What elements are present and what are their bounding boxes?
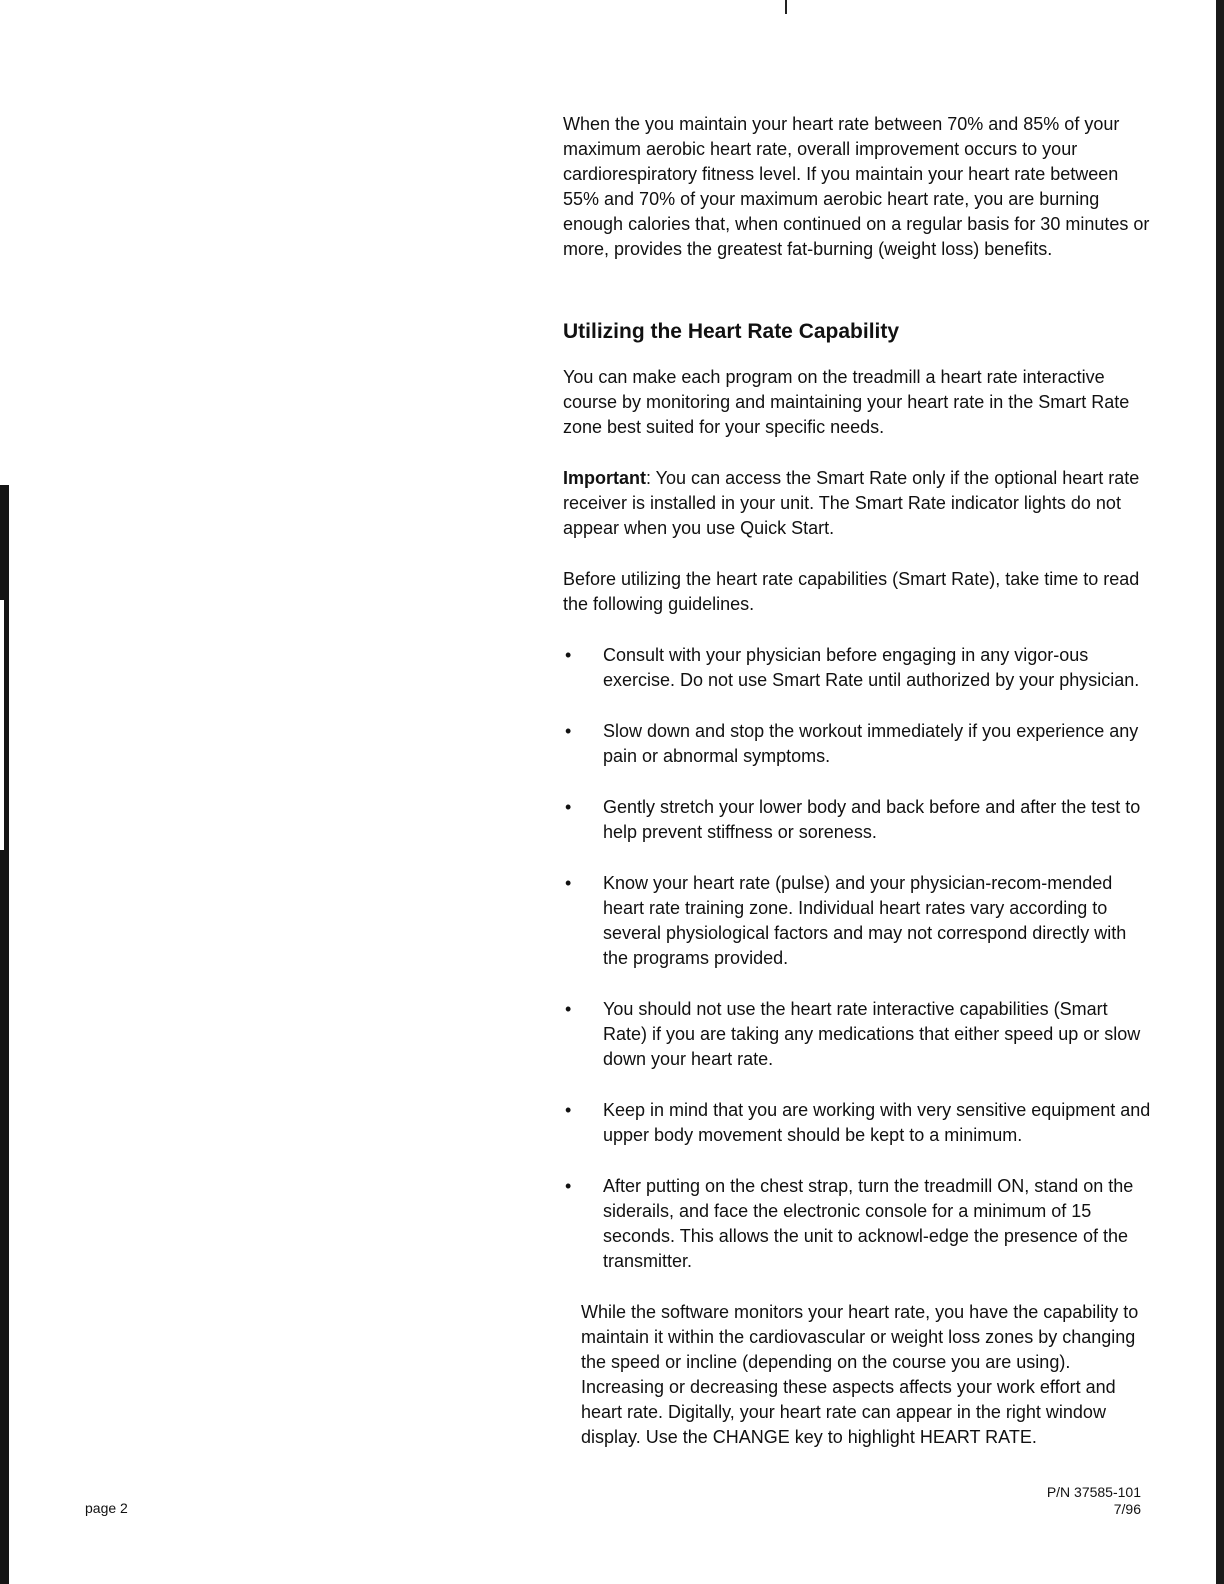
list-item-text: Keep in mind that you are working with very sensitive equipment and upper body movement should be kept to a minimum. [603,1100,1151,1145]
intro-paragraph: When the you maintain your heart rate between 70% and 85% of your maximum aerobic heart rate, overall improvement occurs to your cardiorespiratory fitness level. If you maintain your heart rate between 55% and 70% of your maximum aerobic heart rate, you are burning enough calories that, when continued on a regular basis for 30 minutes or more, provides the greatest fat-burning (weight loss) benefits. [563,114,1150,259]
list-item [563,719,1153,769]
revision-date: 7/96 [1113,1501,1141,1517]
list-item-text: Consult with your physician before engaging in any vigor-ous exercise. Do not use Smart Rate until authorized by your physician. [603,645,1140,690]
part-number: P/N 37585-101 [1046,1484,1141,1500]
bullet-icon: • [565,999,572,1019]
section-heading: Utilizing the Heart Rate Capability [563,320,900,343]
scan-artifact-right-edge [1216,0,1224,1584]
list-item [563,871,1153,971]
guidelines-list [563,643,1153,1274]
bullet-icon: • [565,797,572,817]
section-paragraph: You can make each program on the treadmill a heart rate interactive course by monitoring and maintaining your heart rate in the Smart Rate zone best suited for your specific needs. [563,367,1130,437]
bullet-icon: • [565,1100,572,1120]
list-item [563,795,1153,845]
list-item [563,1098,1153,1148]
important-label: Important [563,468,646,488]
list-item-text: Slow down and stop the workout immediately if you experience any pain or abnormal symptoms. [603,721,1139,766]
scan-artifact-left-notch [0,600,4,850]
part-number-block [1047,1484,1141,1518]
closing-paragraph: While the software monitors your heart rate, you have the capability to maintain it within the cardiovascular or weight loss zones by changing the speed or incline (depending on the course you are using). Increasing or decreasing these aspects affects your work effort and heart rate. Digitally, your heart rate can appear in the right window display. Use the CHANGE key to highlight HEART RATE. [581,1302,1139,1447]
page-content [563,112,1153,1450]
list-item-text: Know your heart rate (pulse) and your physician-recom-mended heart rate training zone. Individual heart rates vary according to several physiological factors and may not correspond directly with the programs provided. [603,873,1127,968]
list-item-text: Gently stretch your lower body and back before and after the test to help prevent stiffness or soreness. [603,797,1141,842]
list-item-text: After putting on the chest strap, turn the treadmill ON, stand on the siderails, and face the electronic console for a minimum of 15 seconds. This allows the unit to acknowl-edge the presence of the transmitter. [603,1176,1134,1271]
list-item [563,643,1153,693]
page-number: page 2 [85,1500,128,1516]
bullet-icon: • [565,721,572,741]
guidelines-intro: Before utilizing the heart rate capabilities (Smart Rate), take time to read the following guidelines. [563,569,1140,614]
list-item [563,1174,1153,1274]
bullet-icon: • [565,1176,572,1196]
list-item-text: You should not use the heart rate interactive capabilities (Smart Rate) if you are taking any medications that either speed up or slow down your heart rate. [603,999,1141,1069]
list-item [563,997,1153,1072]
scan-artifact-top-tick [785,0,787,14]
bullet-icon: • [565,873,572,893]
important-text: : You can access the Smart Rate only if the optional heart rate receiver is installed in your unit. The Smart Rate indicator lights do not appear when you use Quick Start. [563,468,1140,538]
important-note [563,466,1153,541]
bullet-icon: • [565,645,572,665]
